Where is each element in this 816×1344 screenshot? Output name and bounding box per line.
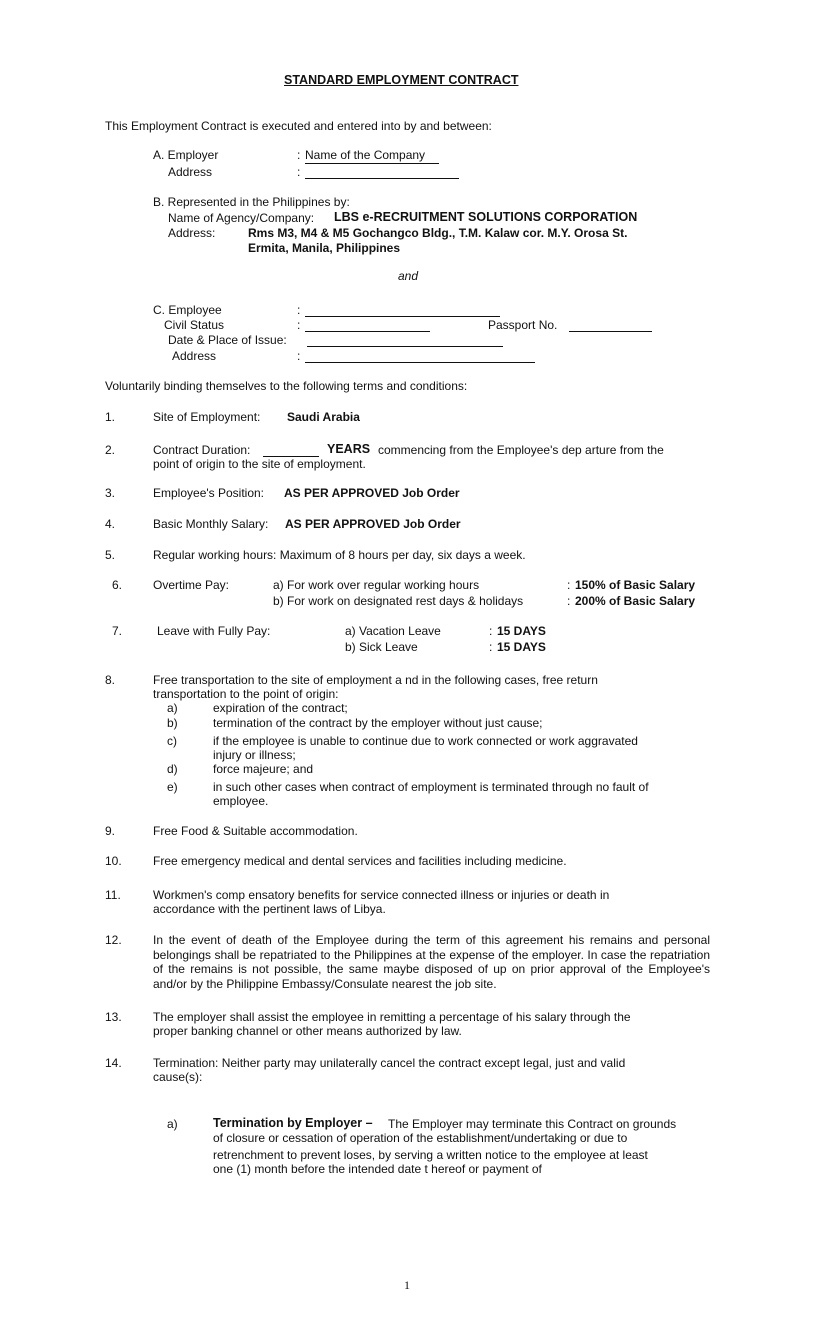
termination-a-line1: The Employer may terminate this Contract on grounds — [388, 1117, 677, 1131]
duration-rest: commencing from the Employee's dep arture from the — [378, 443, 664, 457]
site-value: Saudi Arabia — [287, 410, 360, 424]
duration-line2: point of origin to the site of employment. — [153, 457, 366, 471]
term-13-number: 13. — [105, 1010, 122, 1024]
term-3-number: 3. — [105, 486, 116, 500]
term-7-number: 7. — [112, 624, 123, 638]
transport-item-text: force majeure; and — [213, 762, 314, 776]
agency-value: LBS e-RECRUITMENT SOLUTIONS CORPORATION — [334, 210, 638, 224]
term-6-number: 6. — [112, 578, 123, 592]
overtime-a-text: a) For work over regular working hours — [273, 578, 480, 592]
binding-text: Voluntarily binding themselves to the following terms and conditions: — [105, 379, 468, 393]
food-text: Free Food & Suitable accommodation. — [153, 824, 358, 838]
employee-colon: : — [297, 303, 301, 317]
leave-a-colon: : — [489, 624, 493, 638]
civil-status-colon: : — [297, 318, 301, 332]
transport-item-letter: d) — [167, 762, 178, 776]
employee-name-line — [305, 316, 500, 317]
term-12-number: 12. — [105, 933, 122, 947]
termination-a-line4: one (1) month before the intended date t hereof or payment of — [213, 1162, 542, 1176]
transport-item-letter: e) — [167, 780, 178, 794]
overtime-b-value: 200% of Basic Salary — [575, 594, 696, 608]
transport-line1: Free transportation to the site of employment a nd in the following cases, free return — [153, 673, 598, 687]
transport-item-text: expiration of the contract; — [213, 701, 348, 715]
position-label: Employee's Position: — [153, 486, 265, 500]
agency-address-line1: Rms M3, M4 & M5 Gochangco Bldg., T.M. Kalaw cor. M.Y. Orosa St. — [248, 226, 628, 240]
overtime-b-text: b) For work on designated rest days & holidays — [273, 594, 524, 608]
termination-a-letter: a) — [167, 1117, 178, 1131]
term-1-number: 1. — [105, 410, 116, 424]
agency-address-line2: Ermita, Manila, Philippines — [248, 241, 401, 255]
salary-label: Basic Monthly Salary: — [153, 517, 269, 531]
term-11-number: 11. — [105, 888, 121, 902]
transport-item-letter: b) — [167, 716, 178, 730]
date-place-label: Date & Place of Issue: — [168, 333, 287, 347]
compensation-line2: accordance with the pertinent laws of Libya. — [153, 902, 386, 916]
overtime-b-colon: : — [567, 594, 571, 608]
working-hours-text: Regular working hours: Maximum of 8 hours per day, six days a week. — [153, 548, 526, 562]
transport-item-text: in such other cases when contract of employment is terminated through no fault of — [213, 780, 649, 794]
transport-item-text-cont: employee. — [213, 794, 269, 808]
employer-colon: : — [297, 148, 301, 162]
agency-address-label: Address: — [168, 226, 216, 240]
transport-item-letter: c) — [167, 734, 177, 748]
employee-label: C. Employee — [153, 303, 222, 317]
term-10-number: 10. — [105, 854, 122, 868]
remittance-line1: The employer shall assist the employee in remitting a percentage of his salary through the — [153, 1010, 631, 1024]
term-4-number: 4. — [105, 517, 116, 531]
term-8-number: 8. — [105, 673, 116, 687]
employee-address-label: Address — [172, 349, 217, 363]
represented-heading: B. Represented in the Philippines by: — [153, 195, 350, 209]
leave-a-value: 15 DAYS — [497, 624, 546, 638]
termination-a-title: Termination by Employer – — [213, 1116, 373, 1130]
employer-address-colon: : — [297, 165, 301, 179]
leave-label: Leave with Fully Pay: — [157, 624, 271, 638]
intro-text: This Employment Contract is executed and entered into by and between: — [105, 119, 492, 133]
transport-item-letter: a) — [167, 701, 178, 715]
salary-value: AS PER APPROVED Job Order — [285, 517, 461, 531]
and-text: and — [398, 269, 419, 283]
termination-a-line3: retrenchment to prevent loses, by serving a written notice to the employee at least — [213, 1148, 648, 1162]
employer-address-line — [305, 178, 459, 179]
term-2-number: 2. — [105, 443, 116, 457]
employee-address-colon: : — [297, 349, 301, 363]
overtime-label: Overtime Pay: — [153, 578, 230, 592]
transport-item-text-cont: injury or illness; — [213, 748, 296, 762]
leave-b-text: b) Sick Leave — [345, 640, 418, 654]
document-title: STANDARD EMPLOYMENT CONTRACT — [284, 73, 519, 87]
employer-label: A. Employer — [153, 148, 219, 162]
agency-label: Name of Agency/Company: — [168, 211, 315, 225]
term-5-number: 5. — [105, 548, 116, 562]
medical-text: Free emergency medical and dental services and facilities including medicine. — [153, 854, 567, 868]
leave-b-colon: : — [489, 640, 493, 654]
employee-address-line — [305, 362, 535, 363]
passport-label: Passport No. — [488, 318, 558, 332]
death-clause-text: In the event of death of the Employee during the term of this agreement his remains and personal belongings shall be repatriated to the Philippines at the expense of the employer. In case the repatriation of the remains is not possible, the same maybe disposed of up on prior approval of the Employee's and/or by the Philippine Embassy/Consulate nearest the job site. — [153, 933, 710, 991]
overtime-a-value: 150% of Basic Salary — [575, 578, 696, 592]
page-number: 1 — [404, 1278, 410, 1292]
leave-b-value: 15 DAYS — [497, 640, 546, 654]
transport-item-text: termination of the contract by the employer without just cause; — [213, 716, 543, 730]
transport-line2: transportation to the point of origin: — [153, 687, 339, 701]
compensation-line1: Workmen's comp ensatory benefits for service connected illness or injuries or death in — [153, 888, 610, 902]
leave-a-text: a) Vacation Leave — [345, 624, 441, 638]
date-place-line — [307, 346, 503, 347]
termination-line1: Termination: Neither party may unilaterally cancel the contract except legal, just and valid — [153, 1056, 626, 1070]
site-label: Site of Employment: — [153, 410, 261, 424]
passport-line — [569, 331, 652, 332]
employer-value: Name of the Company — [305, 148, 426, 162]
overtime-a-colon: : — [567, 578, 571, 592]
term-9-number: 9. — [105, 824, 116, 838]
duration-label: Contract Duration: — [153, 443, 251, 457]
transport-item-text: if the employee is unable to continue due to work connected or work aggravated — [213, 734, 638, 748]
remittance-line2: proper banking channel or other means authorized by law. — [153, 1024, 462, 1038]
termination-a-line2: of closure or cessation of operation of the establishment/undertaking or due to — [213, 1131, 628, 1145]
term-14-number: 14. — [105, 1056, 122, 1070]
employer-underline — [305, 163, 439, 164]
duration-years: YEARS — [327, 442, 371, 456]
employer-address-label: Address — [168, 165, 213, 179]
position-value: AS PER APPROVED Job Order — [284, 486, 460, 500]
civil-status-line — [305, 331, 430, 332]
termination-line2: cause(s): — [153, 1070, 203, 1084]
civil-status-label: Civil Status — [164, 318, 225, 332]
